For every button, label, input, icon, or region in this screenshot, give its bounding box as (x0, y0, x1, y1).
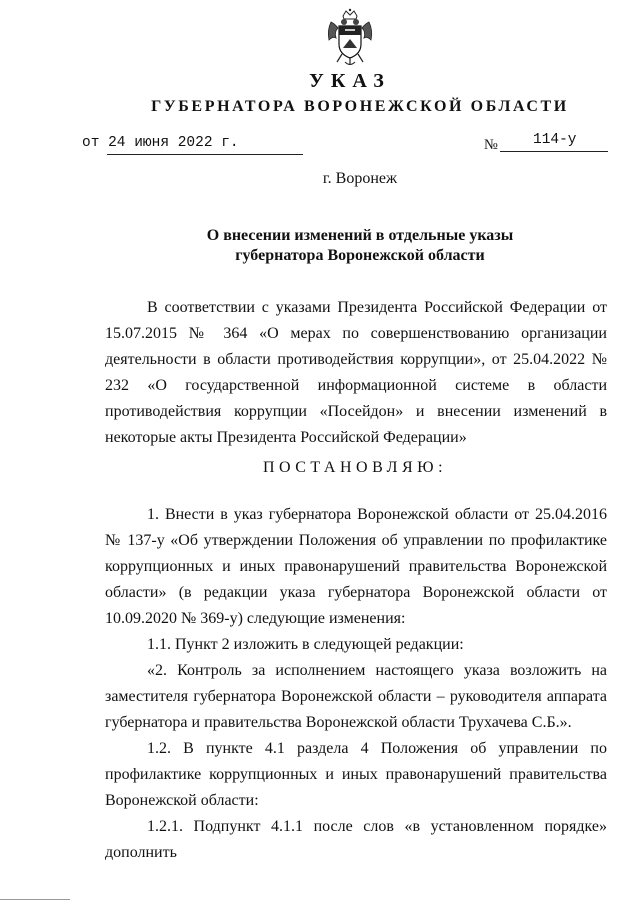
decree-issuer: ГУБЕРНАТОРА ВОРОНЕЖСКОЙ ОБЛАСТИ (151, 98, 569, 115)
registration-number: 114-у (533, 132, 577, 148)
number-sign: № (484, 137, 498, 153)
footer-divider (0, 899, 70, 900)
date-underline (107, 154, 303, 155)
item-1-paragraph: 1. Внести в указ губернатора Воронежской области от 25.04.2016 № 137-у «Об утверждении Положения об управлении по профилактике коррупционных и иных правонарушений правительства Воронежской области» (в редакции указа губернатора Воронежской области от 10.09.2020 № 369-у) следующие изменения: (105, 506, 607, 627)
number-underline (500, 151, 608, 152)
city: г. Воронеж (322, 170, 398, 187)
decree-title: УКАЗ (309, 70, 391, 92)
preamble-paragraph: В соответствии с указами Президента Российской Федерации от 15.07.2015 № 364 «О мерах по совершенствованию организации деятельности в области противодействия коррупции», от 25.04.2022 № 232 «О государственной информационной системе в области противодействия коррупции «Посейдон» и внесении изменений в некоторые акты Президента Российской Федерации» (105, 299, 607, 446)
coat-of-arms-icon (325, 8, 375, 68)
decree-subject (0, 226, 640, 266)
item-1-2-paragraph: 1.2. В пункте 4.1 раздела 4 Положения об управлении по профилактике коррупционных и иных правонарушений правительства Воронежской области: (105, 740, 607, 809)
date-prefix: от (82, 135, 100, 151)
subject-line-2: губернатора Воронежской области (235, 247, 485, 264)
item-1-2-1-paragraph: 1.2.1. Подпункт 4.1.1 после слов «в установленном порядке» дополнить (105, 818, 607, 861)
item-1-1-paragraph: 1.1. Пункт 2 изложить в следующей редакции: (147, 636, 464, 653)
registration-date (82, 135, 239, 151)
date-value: 24 июня 2022 г. (108, 135, 239, 151)
subject-line-1: О внесении изменений в отдельные указы (206, 227, 514, 244)
item-1-1-text-paragraph: «2. Контроль за исполнением настоящего указа возложить на заместителя губернатора Воронежской области – руководителя аппарата губернатора и правительства Воронежской области Трухачева С.Б.». (105, 662, 607, 731)
decree-word: ПОСТАНОВЛЯЮ: (262, 459, 448, 476)
